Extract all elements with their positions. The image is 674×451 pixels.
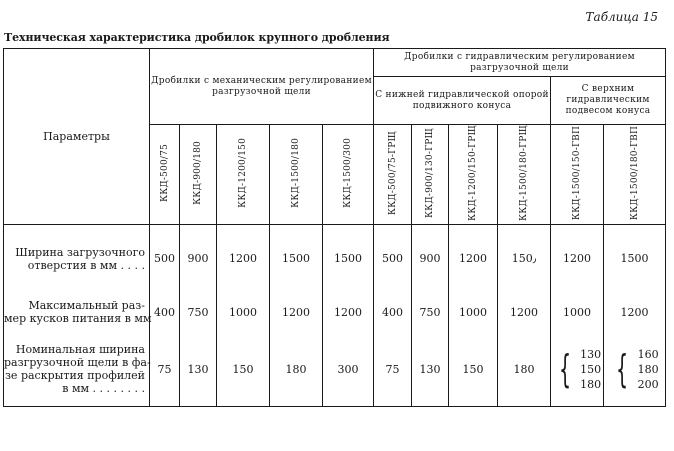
- row-label: Номинальная ширина разгрузочной щели в фа- зе раскрытия профилей в мм . . . . . . . .: [4, 332, 150, 406]
- brace-value: 130: [580, 347, 602, 361]
- row-label: Ширина загрузочного отверстия в мм . . . .: [4, 224, 150, 292]
- table-cell: 150: [217, 332, 270, 406]
- model-header: ККД-900/180: [180, 125, 217, 225]
- table-cell: 130: [412, 332, 449, 406]
- table-cell: 1000: [217, 292, 270, 332]
- model-header: ККД-900/130-ГРЩ: [412, 125, 449, 225]
- table-cell: 1200: [217, 224, 270, 292]
- table-cell: 1200: [498, 292, 551, 332]
- table-cell: 130: [180, 332, 217, 406]
- table-cell: [604, 332, 666, 406]
- model-header: ККД-1500/300: [323, 125, 374, 225]
- table-number: Таблица 15: [585, 10, 658, 24]
- table-cell: 75: [374, 332, 412, 406]
- table-cell: 900: [180, 224, 217, 292]
- table-cell: 400: [150, 292, 180, 332]
- hydraulic-lower-header: С нижней гидравлической опорой подвижного конуса: [374, 77, 551, 125]
- brace-value: 200: [637, 377, 659, 391]
- mechanical-group-header: Дробилки с механическим регулированием разгрузочной щели: [150, 49, 374, 125]
- brace-value: 150: [580, 362, 602, 376]
- table-cell: 900: [412, 224, 449, 292]
- table-caption: Техническая характеристика дробилок крупного дробления: [4, 31, 390, 44]
- table-row: [4, 332, 666, 406]
- table-cell: 180: [270, 332, 323, 406]
- table-cell: 1000: [551, 292, 604, 332]
- brace-value: 180: [637, 362, 659, 376]
- table-row: [4, 224, 666, 292]
- table-cell: 1500: [270, 224, 323, 292]
- table-cell: 180: [498, 332, 551, 406]
- table-cell: 1500: [604, 224, 666, 292]
- table-cell: 1200: [604, 292, 666, 332]
- table-cell: 750: [180, 292, 217, 332]
- left-brace: {: [558, 347, 572, 392]
- table-cell: 300: [323, 332, 374, 406]
- table-cell: 500: [150, 224, 180, 292]
- table-cell: 1000: [449, 292, 498, 332]
- model-header: ККД-1500/180-ГРЩ: [498, 125, 551, 225]
- row-label: Максимальный раз- мер кусков питания в мм: [4, 292, 150, 332]
- table-cell: [551, 332, 604, 406]
- table-cell: 1200: [449, 224, 498, 292]
- brace-value: 160: [637, 347, 659, 361]
- table-cell: 500: [374, 224, 412, 292]
- model-header: ККД-1200/150-ГРЩ: [449, 125, 498, 225]
- table-cell: 1200: [551, 224, 604, 292]
- table-cell: 750: [412, 292, 449, 332]
- model-header: ККД-500/75: [150, 125, 180, 225]
- model-header: ККД-1500/180-ГВП: [604, 125, 666, 225]
- table-row: [4, 292, 666, 332]
- model-header: ККД-1500/150-ГВП: [551, 125, 604, 225]
- model-header: ККД-1200/150: [217, 125, 270, 225]
- table-cell: 1500: [323, 224, 374, 292]
- model-header: ККД-500/75-ГРЩ: [374, 125, 412, 225]
- hydraulic-upper-header: С верхним гидравлическим подвесом конуса: [551, 77, 666, 125]
- hydraulic-group-header: Дробилки с гидравлическим регулированием разгрузочной щели: [374, 49, 666, 77]
- model-header: ККД-1500/180: [270, 125, 323, 225]
- table-cell: 150: [449, 332, 498, 406]
- brace-value: 180: [580, 377, 602, 391]
- left-brace: {: [616, 347, 629, 392]
- table-cell: 1200: [270, 292, 323, 332]
- table-cell: 1200: [323, 292, 374, 332]
- table-cell: 75: [150, 332, 180, 406]
- parameters-header: Параметры: [4, 49, 150, 225]
- table-cell: 150٫: [498, 224, 551, 292]
- specification-table: [3, 48, 666, 407]
- table-cell: 400: [374, 292, 412, 332]
